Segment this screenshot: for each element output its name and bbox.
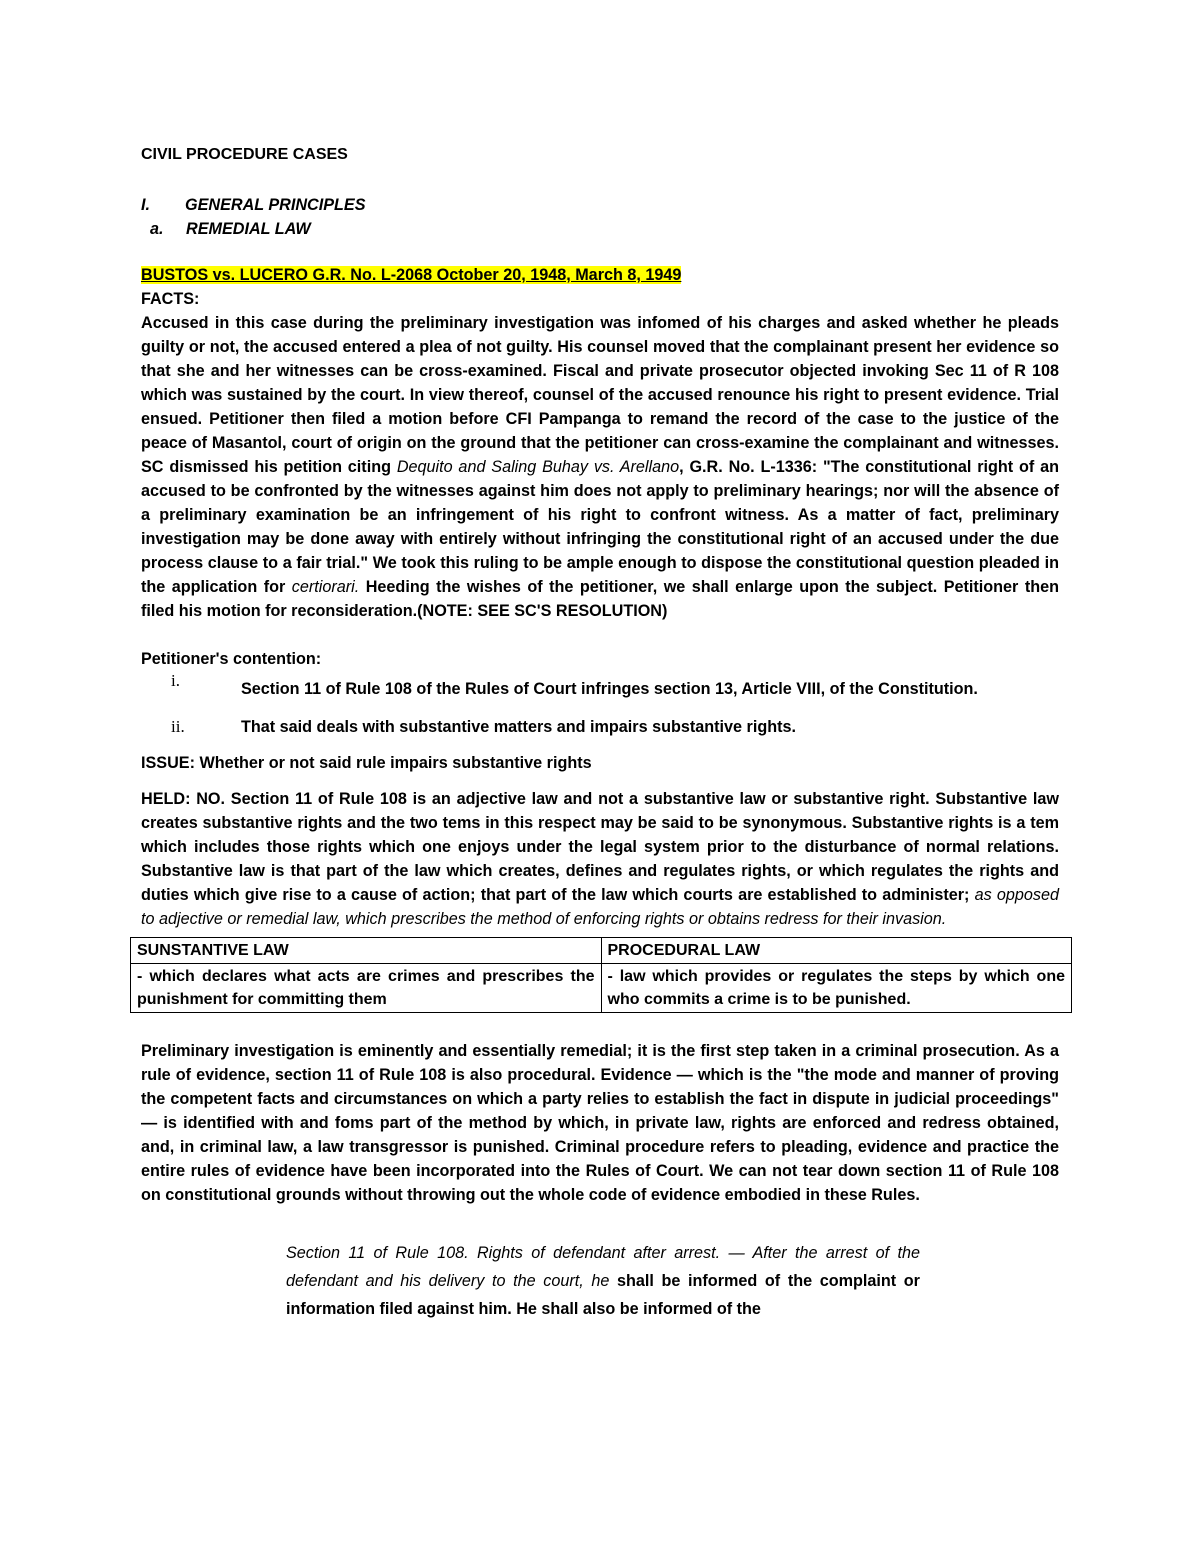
held-italic: as opposed to adjective or remedial law, which prescribes the method of enforcing rights or obtains redress for their invasion. xyxy=(141,886,1059,928)
issue-statement: ISSUE: Whether or not said rule impairs substantive rights xyxy=(141,754,592,772)
case-heading xyxy=(141,263,1059,287)
document-title: CIVIL PROCEDURE CASES xyxy=(141,146,348,163)
contention-marker: ii. xyxy=(171,717,185,736)
evidence-paragraph: Preliminary investigation is eminently and essentially remedial; it is the first step taken in a criminal prosecution. As a rule of evidence, section 11 of Rule 108 is also procedural. Evidence — which is the "the mode and manner of proving the competent facts and circumstances on which a party relies to establish the fact in dispute in judicial proceedings" — is identified with and foms part of the method by which, in private law, rights are enforced and redress obtained, and, in criminal law, a law transgressor is punished. Criminal procedure refers to pleading, evidence and practice the entire rules of evidence have been incorporated into the Rules of Court. We can not tear down section 11 of Rule 108 on constitutional grounds without throwing out the whole code of evidence embodied in these Rules. xyxy=(141,1042,1059,1204)
table-header-substantive: SUNSTANTIVE LAW xyxy=(131,938,602,964)
table-header-procedural: PROCEDURAL LAW xyxy=(601,938,1072,964)
contention-text: Section 11 of Rule 108 of the Rules of Court infringes section 13, Article VIII, of the Constitution. xyxy=(241,680,978,698)
outline-label: REMEDIAL LAW xyxy=(186,220,311,238)
held-paragraph xyxy=(141,787,1059,931)
facts-paragraph xyxy=(141,311,1059,623)
contention-item xyxy=(141,671,1059,701)
held-text: HELD: NO. Section 11 of Rule 108 is an adjective law and not a substantive law or substantive right. Substantive law creates substantive rights and the two tems in this respect may be said to be synonymous. Substantive rights is a tem which includes those rights which one enjoys under the legal system prior to the disturbance of normal relations. Substantive law is that part of the law which creates, defines and regulates rights, or which regulates the rights and duties which give rise to a cause of action; that part of the law which courts are established to administer; xyxy=(141,790,1059,904)
contention-item xyxy=(141,715,1059,739)
table-header-row xyxy=(131,938,1072,964)
facts-label: FACTS: xyxy=(141,290,200,308)
outline-heading-general-principles xyxy=(141,193,1059,217)
table-cell-procedural: - law which provides or regulates the steps by which one who commits a crime is to be punished. xyxy=(601,964,1072,1013)
outline-number: I. xyxy=(141,196,150,214)
outline-number: a. xyxy=(150,220,164,238)
spacer xyxy=(141,623,1059,647)
contention-label: Petitioner's contention: xyxy=(141,650,322,668)
outline-label: GENERAL PRINCIPLES xyxy=(185,196,366,214)
quote-italic: Section 11 of Rule 108. Rights of defendant after arrest. — After the arrest of the defendant and his delivery to the court, he xyxy=(286,1244,920,1290)
quote-bold: shall be informed of the complaint or information filed against him. He shall also be informed of the xyxy=(286,1272,920,1318)
contention-marker: i. xyxy=(171,671,180,690)
rule-quote xyxy=(286,1239,920,1323)
contention-text: That said deals with substantive matters and impairs substantive rights. xyxy=(241,718,797,736)
facts-certiorari: certiorari. xyxy=(291,578,360,596)
outline-heading-remedial-law xyxy=(150,217,1059,241)
facts-citation: Dequito and Saling Buhay vs. Arellano xyxy=(396,458,680,476)
facts-text-2: , G.R. No. L-1336: "The constitutional right of an accused to be confronted by the witnesses against him does not apply to preliminary hearings; nor will the absence of a preliminary examination be an infringement of his right to confront witness. As a matter of fact, preliminary investigation may be done away with entirely without infringing the constitutional right of an accused under the due process clause to a fair trial." We took this ruling to be ample enough to dispose the constitutional question pleaded in the application for xyxy=(141,458,1059,596)
case-heading-text: BUSTOS vs. LUCERO G.R. No. L-2068 October 20, 1948, March 8, 1949 xyxy=(141,266,682,284)
facts-text-3: Heeding the wishes of the petitioner, we shall enlarge upon the subject. Petitioner then filed his motion for reconsideration.(NOTE: SEE SC'S RESOLUTION) xyxy=(141,578,1060,620)
comparison-table xyxy=(130,937,1072,1013)
table-row xyxy=(131,964,1072,1013)
document-body xyxy=(137,143,1065,1323)
facts-text-1: Accused in this case during the preliminary investigation was infomed of his charges and asked whether he pleads guilty or not, the accused entered a plea of not guilty. His counsel moved that the complainant present her evidence so that she and her witnesses can be cross-examined. Fiscal and private prosecutor objected invoking Sec 11 of R 108 which was sustained by the court. In view thereof, counsel of the accused renounce his right to present evidence. Trial ensued. Petitioner then filed a motion before CFI Pampanga to remand the record of the case to the justice of the peace of Masantol, court of origin on the ground that the petitioner can cross-examine the complainant and witnesses. SC dismissed his petition citing xyxy=(141,314,1059,476)
table-cell-substantive: - which declares what acts are crimes and prescribes the punishment for committing them xyxy=(131,964,602,1013)
